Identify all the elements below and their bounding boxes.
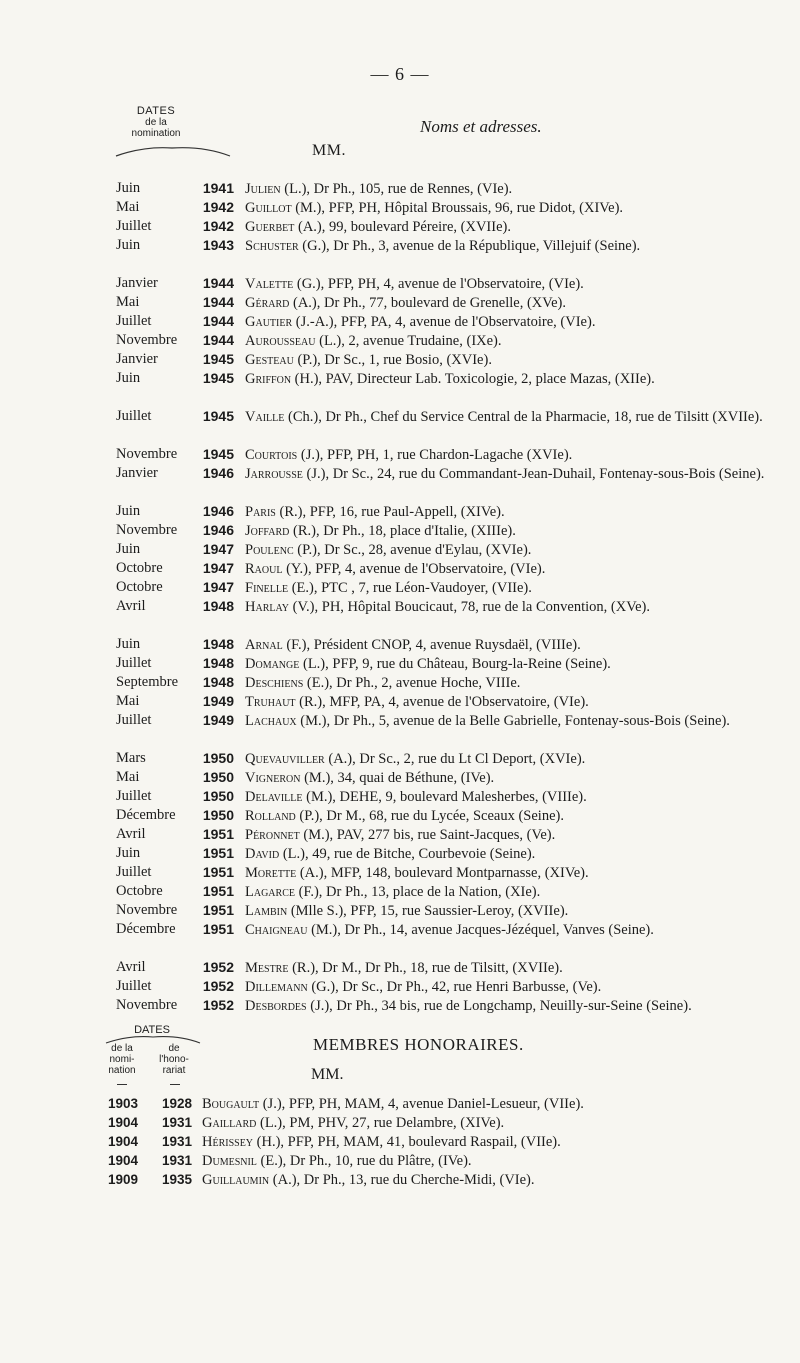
member-surname: Dumesnil xyxy=(202,1153,257,1169)
nomination-month: Juin xyxy=(116,636,141,652)
nomination-year: 1904 xyxy=(108,1153,139,1168)
member-surname: Vigneron xyxy=(245,770,301,786)
member-details: (R.), Dr Ph., 18, place d'Italie, (XIIIe). xyxy=(289,523,516,539)
honorariat-year: 1931 xyxy=(161,1153,192,1168)
member-entry xyxy=(245,408,790,427)
member-surname: Harlay xyxy=(245,599,289,615)
nomination-year: 1947 xyxy=(202,541,234,557)
member-entry xyxy=(245,750,790,769)
member-details: (L.), 49, rue de Bitche, Courbevoie (Seine). xyxy=(279,846,536,862)
nomination-month: Novembre xyxy=(116,997,178,1013)
nomination-year: 1948 xyxy=(202,598,234,614)
member-details: (P.), Dr Sc., 28, avenue d'Eylau, (XVIe). xyxy=(293,542,532,558)
member-surname: Quevauviller xyxy=(245,751,325,767)
honorary-member-entry xyxy=(202,1114,792,1133)
nomination-month: Décembre xyxy=(116,807,176,823)
nomination-year: 1946 xyxy=(202,522,234,538)
member-entry xyxy=(245,446,790,465)
member-details: (G.), Dr Ph., 3, avenue de la République, Villejuif (Seine). xyxy=(298,238,641,254)
member-details: (G.), Dr Sc., Dr Ph., 42, rue Henri Barbusse, (Ve). xyxy=(307,979,602,995)
member-surname: Bougault xyxy=(202,1096,260,1112)
nomination-year: 1944 xyxy=(202,294,234,310)
honorariat-year: 1931 xyxy=(161,1134,192,1149)
nomination-month: Juin xyxy=(116,237,141,253)
nomination-month: Juillet xyxy=(116,978,152,994)
member-entry xyxy=(245,199,790,218)
nomination-year: 1951 xyxy=(202,921,234,937)
nomination-year: 1951 xyxy=(202,883,234,899)
honorary-members-title: MEMBRES HONORAIRES. xyxy=(313,1035,524,1054)
honorariat-sub-line1: de xyxy=(168,1043,180,1054)
honorariat-sub-line3: rariat xyxy=(162,1065,186,1076)
member-entry xyxy=(245,845,790,864)
dates-column-header xyxy=(112,106,200,139)
nomination-year: 1951 xyxy=(202,902,234,918)
member-details: (J.), PFP, PH, 1, rue Chardon-Lagache (XVIe). xyxy=(297,447,573,463)
nomination-month: Mai xyxy=(116,693,140,709)
member-details: (M.), DEHE, 9, boulevard Malesherbes, (VIIIe). xyxy=(302,789,587,805)
member-details: (L.), 2, avenue Trudaine, (IXe). xyxy=(315,333,502,349)
nomination-month: Novembre xyxy=(116,332,178,348)
nomination-month: Décembre xyxy=(116,921,176,937)
member-entry xyxy=(245,769,790,788)
nomination-month: Novembre xyxy=(116,522,178,538)
member-details: (A.), Dr Ph., 13, rue du Cherche-Midi, (VIe). xyxy=(269,1172,535,1188)
member-entry xyxy=(245,978,790,997)
nomination-month: Novembre xyxy=(116,446,178,462)
member-surname: Julien xyxy=(245,181,281,197)
nomination-month: Janvier xyxy=(116,275,158,291)
nomination-sub-line2: nomi- xyxy=(109,1054,135,1065)
nomination-month: Juillet xyxy=(116,864,152,880)
nomination-year: 1944 xyxy=(202,275,234,291)
member-surname: Péronnet xyxy=(245,827,300,843)
member-details: (E.), Dr Ph., 10, rue du Plâtre, (IVe). xyxy=(256,1153,472,1169)
nomination-month: Avril xyxy=(116,959,146,975)
member-surname: Truhaut xyxy=(245,694,296,710)
member-surname: Chaigneau xyxy=(245,922,308,938)
nomination-month: Octobre xyxy=(116,579,163,595)
member-surname: Mestre xyxy=(245,960,289,976)
member-details: (F.), Dr Ph., 13, place de la Nation, (XIe). xyxy=(294,884,541,900)
member-surname: Lachaux xyxy=(245,713,297,729)
member-surname: Guillaumin xyxy=(202,1172,270,1188)
nomination-sub-line3: nation xyxy=(108,1065,136,1076)
member-entry xyxy=(245,560,790,579)
member-details: (Ch.), Dr Ph., Chef du Service Central de la Pharmacie, 18, rue de Tilsitt (XVIIe). xyxy=(284,409,763,425)
member-entry xyxy=(245,275,790,294)
member-entry xyxy=(245,237,790,256)
nomination-year: 1945 xyxy=(202,370,234,386)
nomination-year: 1942 xyxy=(202,199,234,215)
honorariat-subheader xyxy=(150,1043,198,1076)
nomination-month: Janvier xyxy=(116,465,158,481)
member-details: (A.), 99, boulevard Péreire, (XVIIe). xyxy=(294,219,511,235)
nomination-month: Juillet xyxy=(116,313,152,329)
member-surname: Arnal xyxy=(245,637,283,653)
member-surname: Valette xyxy=(245,276,294,292)
honorariat-year: 1928 xyxy=(161,1096,192,1111)
member-surname: Delaville xyxy=(245,789,303,805)
member-surname: David xyxy=(245,846,280,862)
member-surname: Guerbet xyxy=(245,219,295,235)
nomination-month: Juillet xyxy=(116,788,152,804)
member-surname: Lambin xyxy=(245,903,288,919)
honorariat-year: 1931 xyxy=(161,1115,192,1130)
member-details: (R.), Dr M., Dr Ph., 18, rue de Tilsitt, (XVIIe). xyxy=(288,960,563,976)
nomination-year: 1951 xyxy=(202,864,234,880)
nomination-year: 1944 xyxy=(202,313,234,329)
nomination-month: Octobre xyxy=(116,883,163,899)
nomination-month: Mai xyxy=(116,294,140,310)
nomination-year: 1952 xyxy=(202,997,234,1013)
member-details: (V.), PH, Hôpital Boucicaut, 78, rue de la Convention, (XVe). xyxy=(289,599,650,615)
honorary-member-entry xyxy=(202,1095,792,1114)
member-entry xyxy=(245,465,790,484)
member-details: (Y.), PFP, 4, avenue de l'Observatoire, (VIe). xyxy=(282,561,546,577)
member-details: (R.), MFP, PA, 4, avenue de l'Observatoire, (VIe). xyxy=(295,694,589,710)
member-entry xyxy=(245,655,790,674)
member-surname: Rolland xyxy=(245,808,296,824)
member-surname: Courtois xyxy=(245,447,298,463)
nomination-year: 1946 xyxy=(202,503,234,519)
member-entry xyxy=(245,180,790,199)
member-surname: Jarrousse xyxy=(245,466,303,482)
nomination-month: Octobre xyxy=(116,560,163,576)
nomination-sub-line1: de la xyxy=(111,1043,133,1054)
nomination-month: Juin xyxy=(116,541,141,557)
member-details: (E.), PTC , 7, rue Léon-Vaudoyer, (VIIe). xyxy=(288,580,532,596)
member-entry xyxy=(245,294,790,313)
member-surname: Desbordes xyxy=(245,998,307,1014)
nomination-month: Juillet xyxy=(116,408,152,424)
member-surname: Guillot xyxy=(245,200,292,216)
honorary-mm-label: MM. xyxy=(311,1066,344,1083)
nomination-year: 1952 xyxy=(202,959,234,975)
member-entry xyxy=(245,712,790,731)
member-details: (M.), PFP, PH, Hôpital Broussais, 96, rue Didot, (XIVe). xyxy=(291,200,624,216)
nomination-year: 1949 xyxy=(202,693,234,709)
nomination-year: 1904 xyxy=(108,1115,139,1130)
nomination-year: 1950 xyxy=(202,769,234,785)
member-details: (M.), Dr Ph., 14, avenue Jacques-Jézéquel, Vanves (Seine). xyxy=(307,922,654,938)
nomination-year: 1909 xyxy=(108,1172,139,1187)
member-surname: Gautier xyxy=(245,314,293,330)
member-surname: Lagarce xyxy=(245,884,295,900)
member-entry xyxy=(245,693,790,712)
member-details: (E.), Dr Ph., 2, avenue Hoche, VIIIe. xyxy=(303,675,521,691)
member-surname: Dillemann xyxy=(245,979,308,995)
member-surname: Domange xyxy=(245,656,300,672)
nomination-year: 1951 xyxy=(202,826,234,842)
nomination-year: 1945 xyxy=(202,446,234,462)
member-details: (H.), PFP, PH, MAM, 41, boulevard Raspail, (VIIe). xyxy=(253,1134,561,1150)
honorariat-year: 1935 xyxy=(161,1172,192,1187)
member-entry xyxy=(245,332,790,351)
nomination-month: Novembre xyxy=(116,902,178,918)
member-surname: Paris xyxy=(245,504,276,520)
member-surname: Schuster xyxy=(245,238,299,254)
member-surname: Gérard xyxy=(245,295,290,311)
honorary-dates-header: DATES xyxy=(134,1024,170,1036)
member-details: (A.), MFP, 148, boulevard Montparnasse, (XIVe). xyxy=(296,865,589,881)
member-details: (A.), Dr Sc., 2, rue du Lt Cl Deport, (XVIe). xyxy=(324,751,586,767)
nomination-month: Juillet xyxy=(116,218,152,234)
member-entry xyxy=(245,959,790,978)
dates-header-line3: nomination xyxy=(131,128,181,139)
nomination-month: Mars xyxy=(116,750,146,766)
member-entry xyxy=(245,902,790,921)
member-entry xyxy=(245,997,790,1016)
member-entry xyxy=(245,788,790,807)
member-surname: Morette xyxy=(245,865,297,881)
nomination-year: 1951 xyxy=(202,845,234,861)
nomination-month: Mai xyxy=(116,199,140,215)
dates-brace-icon xyxy=(114,144,232,158)
member-entry xyxy=(245,351,790,370)
nomination-year: 1952 xyxy=(202,978,234,994)
nomination-year: 1942 xyxy=(202,218,234,234)
member-details: (M.), PAV, 277 bis, rue Saint-Jacques, (Ve). xyxy=(299,827,556,843)
dash-divider xyxy=(117,1084,127,1085)
member-details: (H.), PAV, Directeur Lab. Toxicologie, 2, place Mazas, (XIIe). xyxy=(291,371,655,387)
member-surname: Finelle xyxy=(245,580,289,596)
nomination-year: 1943 xyxy=(202,237,234,253)
member-entry xyxy=(245,503,790,522)
member-entry xyxy=(245,826,790,845)
nomination-year: 1904 xyxy=(108,1134,139,1149)
member-details: (J.), Dr Sc., 24, rue du Commandant-Jean-Duhail, Fontenay-sous-Bois (Seine). xyxy=(302,466,765,482)
nomination-year: 1950 xyxy=(202,807,234,823)
dash-divider xyxy=(170,1084,180,1085)
names-column-header: Noms et adresses. xyxy=(420,117,542,136)
nomination-year: 1945 xyxy=(202,408,234,424)
member-details: (L.), PFP, 9, rue du Château, Bourg-la-Reine (Seine). xyxy=(299,656,611,672)
honorary-member-entry xyxy=(202,1171,792,1190)
member-details: (J.), Dr Ph., 34 bis, rue de Longchamp, Neuilly-sur-Seine (Seine). xyxy=(306,998,692,1014)
honorary-member-entry xyxy=(202,1133,792,1152)
dates-header-line2: de la xyxy=(145,117,167,128)
nomination-month: Juillet xyxy=(116,712,152,728)
member-entry xyxy=(245,541,790,560)
nomination-year: 1948 xyxy=(202,636,234,652)
member-surname: Gesteau xyxy=(245,352,294,368)
nomination-month: Juin xyxy=(116,370,141,386)
nomination-subheader xyxy=(100,1043,144,1076)
nomination-year: 1948 xyxy=(202,655,234,671)
member-entry xyxy=(245,921,790,940)
nomination-month: Juin xyxy=(116,503,141,519)
member-entry xyxy=(245,370,790,389)
dates-header-line1: DATES xyxy=(136,105,176,117)
member-entry xyxy=(245,522,790,541)
member-details: (L.), Dr Ph., 105, rue de Rennes, (VIe). xyxy=(280,181,513,197)
nomination-year: 1944 xyxy=(202,332,234,348)
nomination-month: Juillet xyxy=(116,655,152,671)
member-entry xyxy=(245,807,790,826)
member-surname: Deschiens xyxy=(245,675,304,691)
nomination-year: 1941 xyxy=(202,180,234,196)
nomination-year: 1950 xyxy=(202,788,234,804)
member-entry xyxy=(245,598,790,617)
nomination-month: Mai xyxy=(116,769,140,785)
member-details: (J.-A.), PFP, PA, 4, avenue de l'Observatoire, (VIe). xyxy=(292,314,596,330)
honorary-member-entry xyxy=(202,1152,792,1171)
member-surname: Poulenc xyxy=(245,542,294,558)
member-entry xyxy=(245,864,790,883)
nomination-year: 1950 xyxy=(202,750,234,766)
nomination-year: 1948 xyxy=(202,674,234,690)
member-details: (F.), Président CNOP, 4, avenue Ruysdaël, (VIIIe). xyxy=(282,637,581,653)
honorariat-sub-line2: l'hono- xyxy=(159,1054,189,1065)
member-details: (J.), PFP, PH, MAM, 4, avenue Daniel-Lesueur, (VIIe). xyxy=(259,1096,584,1112)
member-details: (M.), 34, quai de Béthune, (IVe). xyxy=(300,770,495,786)
nomination-month: Juin xyxy=(116,845,141,861)
nomination-month: Septembre xyxy=(116,674,179,690)
member-surname: Hérissey xyxy=(202,1134,254,1150)
nomination-month: Avril xyxy=(116,598,146,614)
member-details: (P.), Dr M., 68, rue du Lycée, Sceaux (Seine). xyxy=(295,808,564,824)
page-number: — 6 — xyxy=(370,64,430,84)
member-entry xyxy=(245,636,790,655)
member-entry xyxy=(245,313,790,332)
member-entry xyxy=(245,218,790,237)
nomination-year: 1947 xyxy=(202,579,234,595)
member-details: (P.), Dr Sc., 1, rue Bosio, (XVIe). xyxy=(293,352,492,368)
member-surname: Aurousseau xyxy=(245,333,316,349)
mm-label: MM. xyxy=(312,142,346,159)
nomination-year: 1945 xyxy=(202,351,234,367)
nomination-year: 1946 xyxy=(202,465,234,481)
member-surname: Griffon xyxy=(245,371,292,387)
member-details: (L.), PM, PHV, 27, rue Delambre, (XIVe). xyxy=(256,1115,505,1131)
member-surname: Joffard xyxy=(245,523,290,539)
nomination-year: 1947 xyxy=(202,560,234,576)
member-surname: Gaillard xyxy=(202,1115,257,1131)
member-details: (M.), Dr Ph., 5, avenue de la Belle Gabrielle, Fontenay-sous-Bois (Seine). xyxy=(296,713,730,729)
member-entry xyxy=(245,883,790,902)
nomination-year: 1949 xyxy=(202,712,234,728)
member-details: (R.), PFP, 16, rue Paul-Appell, (XIVe). xyxy=(275,504,505,520)
nomination-year: 1903 xyxy=(108,1096,139,1111)
member-details: (Mlle S.), PFP, 15, rue Saussier-Leroy, (XVIIe). xyxy=(287,903,569,919)
member-entry xyxy=(245,674,790,693)
member-details: (G.), PFP, PH, 4, avenue de l'Observatoire, (VIe). xyxy=(293,276,584,292)
member-details: (A.), Dr Ph., 77, boulevard de Grenelle, (XVe). xyxy=(289,295,567,311)
nomination-month: Juin xyxy=(116,180,141,196)
nomination-month: Avril xyxy=(116,826,146,842)
nomination-month: Janvier xyxy=(116,351,158,367)
member-entry xyxy=(245,579,790,598)
member-surname: Raoul xyxy=(245,561,283,577)
member-surname: Vaille xyxy=(245,409,285,425)
